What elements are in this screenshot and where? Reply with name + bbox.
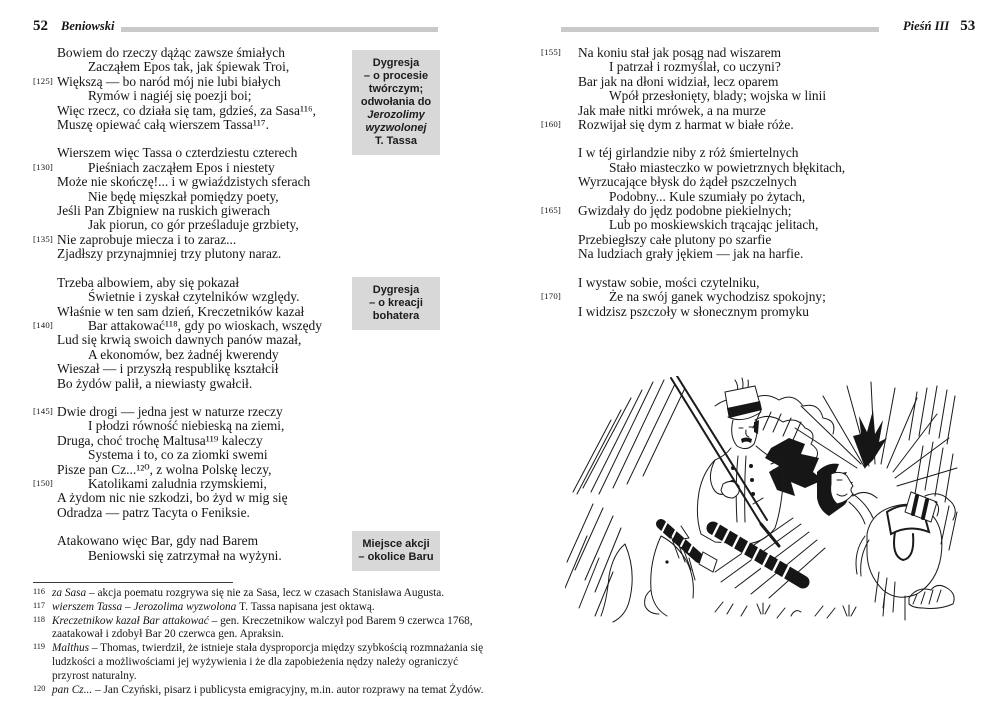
line-number-marker: [145] xyxy=(33,405,54,416)
poem-line xyxy=(57,463,362,477)
poem-line-text: I widzisz pszczoły w słonecznym promyku xyxy=(578,303,809,319)
poem-line-text: I patrzał i rozmyślał, co uczyni? xyxy=(609,59,781,75)
ray-hatching-left xyxy=(565,380,685,616)
footnote-text: T. Tassa napisana jest oktawą. xyxy=(239,600,375,613)
poem-line xyxy=(57,377,362,391)
poem-line-text: Odradza — patrz Tacyta o Feniksie. xyxy=(57,504,250,520)
poem-line xyxy=(578,218,923,232)
poem-line-text: Jeśli Pan Zbigniew na ruskich giwerach xyxy=(57,203,271,219)
footnote xyxy=(33,684,491,698)
poem-line-text: A żydom nic nie szkodzi, bo żyd w mig się xyxy=(57,490,288,506)
poem-line-text: Muszę opiewać całą wierszem Tassa¹¹⁷. xyxy=(57,117,269,133)
poem-line-text: Lub po moskiewskich trącając jelitach, xyxy=(609,217,819,233)
poem-line xyxy=(57,305,362,319)
poem-line xyxy=(33,475,362,491)
right-page-number: 53 xyxy=(960,18,976,34)
poem-line xyxy=(578,161,923,175)
poem-line xyxy=(57,89,362,103)
footnote-text: – Jan Czyński, pisarz i publicysta emigracyjny, m.in. autor rozprawy na temat Żydów. xyxy=(95,683,484,696)
footnote-number: 119 xyxy=(33,642,45,652)
poem-line xyxy=(57,333,362,347)
poem-line-text: Pisze pan Cz...¹²⁰, z wolna Polskę leczy, xyxy=(57,461,272,477)
poem-line-text: Bo żydów palił, a niewiasty gwałcił. xyxy=(57,375,253,391)
poem-line-text: Rymów i nagiéj się poezji boi; xyxy=(88,88,252,104)
footnote-term: Kreczetnikow kazał Bar attakować xyxy=(52,614,212,627)
poem-line xyxy=(57,419,362,433)
poem-line-text: Przebiegłszy całe plutony po szarfie xyxy=(578,231,772,247)
poem-line-text: Dwie drogi — jedna jest w naturze rzeczy xyxy=(57,403,283,419)
footnote xyxy=(33,615,491,643)
poem-line-text: Może nie skończę!... i w gwiaździstych sferach xyxy=(57,174,311,190)
left-header-rule xyxy=(121,27,438,32)
poem-line-text: Że na swój ganek wychodzisz spokojny; xyxy=(609,289,826,305)
poem-line-text: Lud się krwią swoich dawnych panów mazał, xyxy=(57,332,302,348)
poem-line-text: Pieśniach zacząłem Epos i niestety xyxy=(88,159,275,175)
poem-line-text: Bar jak na dłoni widział, lecz oparem xyxy=(578,73,779,89)
footnote-term: wierszem Tassa – Jerozolima wyzwolona xyxy=(52,600,240,613)
line-number-marker: [165] xyxy=(541,205,562,216)
line-number-marker: [135] xyxy=(33,233,54,244)
margin-note-line: – okolice Baru xyxy=(358,551,434,563)
poem-line xyxy=(541,289,923,305)
poem-line-text: Druga, choć trochę Maltusa¹¹⁹ kaleczy xyxy=(57,432,263,448)
fallen-soldier xyxy=(909,585,954,608)
poem-line-text: Większą — bo naród mój nie lubi białych xyxy=(57,73,281,89)
poem-line-text: Wierszem więc Tassa o czterdziestu czterech xyxy=(57,145,298,161)
margin-note-line: twórczym; xyxy=(368,83,424,95)
poem-line-text: Podobny... Kule szumiały po żytach, xyxy=(609,188,806,204)
poem-line xyxy=(33,317,362,333)
poem-line xyxy=(33,73,362,89)
poem-line xyxy=(57,60,362,74)
poem-line-text: Wpół przesłonięty, blady; wojska w linii xyxy=(609,88,827,104)
footnote-term: za Sasa xyxy=(52,587,90,599)
poem-line xyxy=(57,506,362,520)
poem-line xyxy=(578,75,923,89)
margin-note-box xyxy=(352,277,440,330)
footnote-number: 117 xyxy=(33,600,45,610)
poem-stanza xyxy=(57,534,362,563)
poem-stanza xyxy=(33,274,362,391)
poem-line xyxy=(57,276,362,290)
poem-line-text: Jak małe nitki mrówek, a na murze xyxy=(578,102,766,118)
margin-note-line: wyzwolonej xyxy=(365,122,427,134)
footnote-number: 116 xyxy=(33,587,45,596)
poem-line xyxy=(57,46,362,60)
shouting-soldier-face xyxy=(817,464,873,524)
poem-line xyxy=(578,146,923,160)
poem-line-text: Rozwijał się dym z harmat w białe róże. xyxy=(578,117,794,133)
margin-note-line: Miejsce akcji xyxy=(362,538,430,550)
footnote-text: – Thomas, twierdził, że istnieje stała dysproporcja między szybkością rozmnażania się ludzkości a możliwościami jej wyżywienia i że dla zapobieżenia nędzy należy ograniczyć przyrost naturalny. xyxy=(52,642,484,682)
poem-line-text: Systema i to, co za ziomki swemi xyxy=(88,447,268,463)
poem-line xyxy=(541,203,923,219)
poem-line xyxy=(578,247,923,261)
margin-note-box xyxy=(352,531,440,571)
left-page-poem xyxy=(33,45,362,577)
poem-line-text: Nie będę mięszkał pomiędzy poety, xyxy=(88,188,279,204)
poem-line xyxy=(57,290,362,304)
poem-line-text: Na koniu stał jak posąg nad wiszarem xyxy=(578,45,782,60)
poem-line-text: I w téj girlandzie niby z róż śmiertelnych xyxy=(578,145,799,161)
poem-line-text: I wystaw sobie, mości czytelniku, xyxy=(578,274,760,290)
footnote-list xyxy=(33,587,491,697)
poem-line xyxy=(578,60,923,74)
line-number-marker: [150] xyxy=(33,477,54,488)
poem-line xyxy=(57,118,362,132)
poem-line-text: Zjadłszy przynajmniej trzy plutony naraz. xyxy=(57,246,282,262)
poem-line-text: Zacząłem Epos tak, jak śpiewak Troi, xyxy=(88,59,290,75)
margin-note-line: Jerozolimy xyxy=(367,109,425,121)
poem-line xyxy=(57,190,362,204)
poem-stanza xyxy=(541,274,923,319)
poem-line xyxy=(57,146,362,160)
poem-line xyxy=(578,175,923,189)
footnote-term: pan Cz... xyxy=(52,683,95,696)
margin-note-line: – o procesie xyxy=(363,70,429,82)
poem-stanza xyxy=(33,403,362,520)
footnote xyxy=(33,642,491,683)
poem-line xyxy=(57,218,362,232)
poem-line-text: Katolikami zaludnia rzymskiemi, xyxy=(88,475,267,491)
poem-line-text: Trzeba albowiem, aby się pokazał xyxy=(57,274,240,290)
poem-line-text: Bowiem do rzeczy dążąc zawsze śmiałych xyxy=(57,45,285,60)
poem-line xyxy=(57,348,362,362)
poem-line xyxy=(578,233,923,247)
margin-note-box xyxy=(352,50,440,155)
poem-stanza xyxy=(541,45,923,133)
margin-note-line: Dygresja xyxy=(372,284,420,296)
left-running-header xyxy=(33,17,115,35)
right-header-rule xyxy=(561,27,879,32)
footnote-text: – gen. Kreczetnikow walczył pod Barem 9 czerwca 1768, zaatakował i zdobył Bar 20 czerwca gen. Apraksin. xyxy=(52,614,473,641)
footnote-term: Malthus xyxy=(52,642,92,655)
poem-line xyxy=(33,231,362,247)
line-number-marker: [155] xyxy=(541,47,562,57)
left-page-number: 52 xyxy=(33,18,48,34)
margin-note-line: bohatera xyxy=(372,310,420,322)
poem-line-text: A ekonomów, bez żadnéj kwerendy xyxy=(88,346,279,362)
poem-line-text: Więc rzecz, co działa się tam, gdzieś, za Sasa¹¹⁶, xyxy=(57,102,317,118)
poem-line xyxy=(57,362,362,376)
footnote-number: 120 xyxy=(33,683,46,693)
poem-line xyxy=(578,190,923,204)
grass-strokes xyxy=(715,602,856,618)
poem-line-text: Świetnie i zyskał czytelników względy. xyxy=(88,289,300,305)
poem-line-text: Jak piorun, co gór prześladuje grzbiety, xyxy=(88,217,299,233)
poem-line xyxy=(57,534,362,548)
right-running-title: Pieśń III xyxy=(903,19,950,33)
poem-stanza xyxy=(33,45,362,133)
margin-note-line: T. Tassa xyxy=(375,135,417,147)
line-number-marker: [160] xyxy=(541,119,562,130)
poem-line-text: Atakowano więc Bar, gdy nad Barem xyxy=(57,533,259,549)
poem-line-text: Na ludziach grały jękiem — jak na harfie. xyxy=(578,246,804,262)
margin-note-line: – o kreacji xyxy=(369,297,423,309)
poem-line-text: Wieszał — i przyszłą respublikę kształcił xyxy=(57,361,279,377)
poem-line xyxy=(541,117,923,133)
footnote-separator xyxy=(33,582,233,583)
right-running-header xyxy=(903,17,975,35)
poem-line-text: Beniowski się zatrzymał na wyżyni. xyxy=(88,547,282,563)
footnote-text: – akcja poematu rozgrywa się nie za Sasa, lecz w czasach Stanisława Augusta. xyxy=(89,587,445,599)
line-number-marker: [140] xyxy=(33,319,54,330)
poem-line xyxy=(57,247,362,261)
poem-line xyxy=(578,104,923,118)
poem-line xyxy=(578,305,923,319)
poem-line-text: Gwizdały do jędz podobne piekielnych; xyxy=(578,203,792,219)
margin-note-line: Dygresja xyxy=(372,57,420,69)
line-number-marker: [130] xyxy=(33,161,54,172)
poem-line xyxy=(57,434,362,448)
poem-line xyxy=(578,89,923,103)
poem-line-text: Bar attakować¹¹⁸, gdy po wioskach, wszędy xyxy=(88,317,322,333)
footnotes xyxy=(33,582,491,697)
poem-line xyxy=(57,175,362,189)
poem-stanza xyxy=(33,145,362,262)
footnote-number: 118 xyxy=(33,614,45,624)
poem-line xyxy=(57,549,362,563)
poem-line-text: Stało miasteczko w powietrznych błękitach, xyxy=(609,159,846,175)
footnote xyxy=(33,587,491,601)
poem-line xyxy=(57,491,362,505)
poem-line xyxy=(57,204,362,218)
poem-line-text: Nie zaprobuje miecza i to zaraz... xyxy=(57,231,237,247)
left-running-title: Beniowski xyxy=(61,19,115,33)
poem-line-text: Właśnie w ten sam dzień, Kreczetników kazał xyxy=(57,303,305,319)
right-page-poem xyxy=(541,45,923,333)
poem-stanza xyxy=(541,145,923,262)
poem-line xyxy=(57,104,362,118)
battle-illustration xyxy=(565,376,961,626)
footnote xyxy=(33,601,491,615)
line-number-marker: [125] xyxy=(33,75,54,86)
poem-line xyxy=(541,45,923,60)
poem-line xyxy=(33,159,362,175)
poem-line xyxy=(33,403,362,419)
line-number-marker: [170] xyxy=(541,291,562,302)
margin-note-line: odwołania do xyxy=(360,96,432,108)
poem-line-text: I płodzi równość niebieską na ziemi, xyxy=(88,418,285,434)
poem-line xyxy=(578,276,923,290)
poem-line xyxy=(57,448,362,462)
poem-line-text: Wyrzucające błysk do żądeł pszczelnych xyxy=(578,174,797,190)
